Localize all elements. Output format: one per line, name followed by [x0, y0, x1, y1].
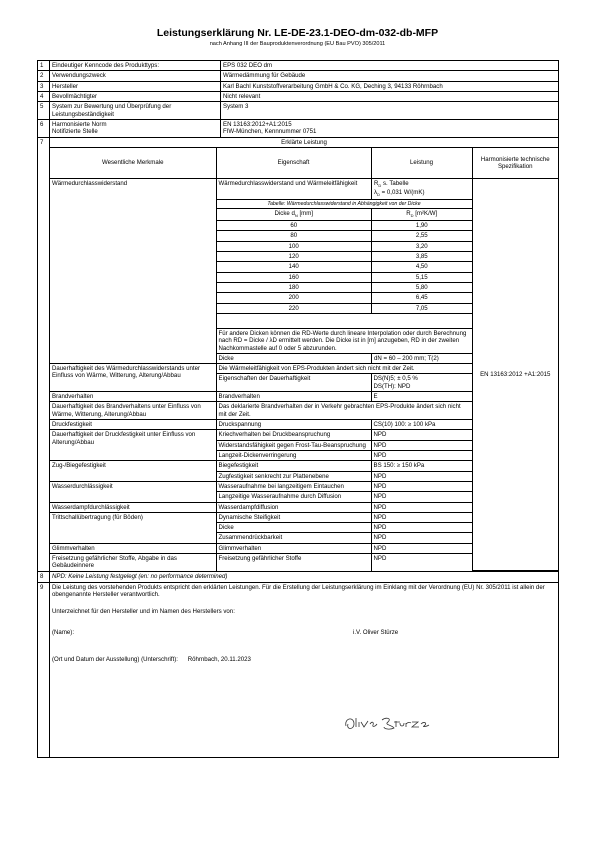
place-line	[52, 656, 251, 663]
place-value: Röhrnbach, 20.11.2023	[187, 655, 251, 663]
rd-rest: s. Tabelle	[383, 179, 409, 187]
merkmal: Trittschallübertragung (für Böden)	[50, 512, 216, 543]
note-row	[217, 328, 472, 353]
r-label: R	[406, 210, 411, 218]
thermal-detail	[216, 178, 472, 363]
thickness-value: 140	[217, 262, 372, 272]
thickness-value: 80	[217, 231, 372, 241]
eigenschaft: Kriechverhalten bei Druckbeanspruchung	[216, 430, 371, 440]
rd-value: 6,45	[372, 293, 472, 303]
merkmal: Freisetzung gefährlicher Stoffe, Abgabe in das Gebäudeinnere	[50, 554, 216, 571]
leistung: BS 150: ≥ 150 kPa	[371, 461, 472, 471]
performance-table	[50, 147, 558, 571]
place-label: (Ort und Datum der Ausstellung) (Unterschrift):	[52, 655, 178, 663]
merkmal: Wasserdampfdurchlässigkeit	[50, 502, 216, 512]
performance-header-row	[50, 147, 558, 178]
name-value: i.V. Oliver Stürze	[353, 628, 399, 636]
thickness-row	[217, 231, 472, 241]
leistung: NPD	[371, 543, 472, 553]
caption-row	[217, 199, 472, 208]
leistung: NPD	[371, 440, 472, 450]
row-label: Eindeutiger Kenncode des Produkttyps:	[50, 61, 221, 71]
merkmal: Wasserdurchlässigkeit	[50, 481, 216, 502]
thickness-value: 60	[217, 221, 372, 231]
notified-body-value: FIW-München, Kennnummer 0751	[223, 128, 317, 136]
eigenschaft: Druckspannung	[216, 420, 371, 430]
thickness-table	[217, 221, 472, 314]
row-6	[38, 119, 559, 137]
row-1	[38, 61, 559, 71]
rd-value: 1,90	[372, 221, 472, 231]
leistung: NPD	[371, 554, 472, 571]
r-unit: [m²K/W]	[415, 210, 438, 218]
leistung: NPD	[371, 492, 472, 502]
thick-label: Dicke d	[274, 210, 295, 218]
thickness-row	[217, 241, 472, 251]
thickness-row	[217, 293, 472, 303]
col-leistung: Leistung	[371, 147, 472, 178]
interpolation-note: Für andere Dicken können die RD-Werte durch lineare Interpolation oder durch Berechnung nach RD = Dicke / λD ermittelt werden. Die Dicke ist in [m] anzugeben, RD in der zweiten Nachkommastelle auf 0 oder 5 abzurunden.	[217, 328, 472, 353]
row-label: Bevollmächtigter	[50, 91, 221, 101]
signature-image	[342, 712, 432, 734]
eigenschaft: Glimmverhalten	[216, 543, 371, 553]
merkmal: Dauerhaftigkeit des Wärmedurchlasswiderstands unter Einfluss von Wärme, Witterung, Alterung/Abbau	[50, 364, 216, 392]
norm-value: EN 13163:2012+A1:2015	[223, 120, 292, 128]
eigenschaft: Widerstandsfähigkeit gegen Frost-Tau-Beanspruchung	[216, 440, 371, 450]
row-number: 8	[38, 572, 50, 582]
thick-unit: [mm]	[299, 210, 313, 218]
row-number: 7	[38, 137, 50, 572]
row-number: 9	[38, 582, 50, 757]
rd-value: 5,80	[372, 282, 472, 292]
row-number: 6	[38, 119, 50, 137]
row-value: Wärmedämmung für Gebäude	[221, 71, 559, 81]
durability-text: Die Wärmeleitfähigkeit von EPS-Produkten ändert sich nicht mit der Zeit.	[216, 364, 472, 374]
declaration-cell	[50, 582, 559, 757]
row-label: Verwendungszweck	[50, 71, 221, 81]
thermal-main-row	[217, 179, 472, 200]
npd-note: NPD: Keine Leistung festgelegt (en: no performance determined)	[50, 572, 559, 582]
signed-for-text: Unterzeichnet für den Hersteller und im Namen des Herstellers von:	[52, 608, 235, 616]
row-9	[38, 582, 559, 757]
row-number: 2	[38, 71, 50, 81]
rd-symbol: R	[374, 179, 379, 187]
eigenschaft: Dynamische Steifigkeit	[216, 512, 371, 522]
notified-body-label: Notifizierte Stelle	[52, 128, 98, 136]
row-label: Hersteller	[50, 81, 221, 91]
document-subtitle: nach Anhang III der Bauproduktenverordnung (EU Bau PVO) 305/2011	[209, 41, 386, 47]
row-value: System 3	[221, 102, 559, 120]
spacer-row	[217, 313, 472, 328]
lambda-rest: = 0,031 W/(mK)	[381, 188, 425, 196]
row-label: System zur Bewertung und Überprüfung der Leistungsbeständigkeit	[50, 102, 221, 120]
thickness-row	[217, 262, 472, 272]
performance-cell	[50, 137, 559, 572]
eigenschaft: Langzeitige Wasseraufnahme durch Diffusion	[216, 492, 371, 502]
thickness-row	[217, 252, 472, 262]
leistung: CS(10) 100: ≥ 100 kPa	[371, 420, 472, 430]
eigenschaft: Biegefestigkeit	[216, 461, 371, 471]
lambda-symbol: λ	[374, 188, 378, 196]
thickness-value: 160	[217, 272, 372, 282]
table-caption: Tabelle: Wärmedurchlasswiderstand in Abhängigkeit von der Dicke	[217, 199, 472, 208]
row-7	[38, 137, 559, 572]
eigenschaft: Eigenschaften der Dauerhaftigkeit	[216, 374, 371, 392]
merkmal: Dauerhaftigkeit des Brandverhaltens unter Einfluss von Wärme, Witterung, Alterung/Abbau	[50, 402, 216, 420]
eigenschaft: Dicke	[217, 353, 372, 363]
rd-value: 4,50	[372, 262, 472, 272]
thermal-inner	[217, 179, 472, 363]
thickness-row	[217, 282, 472, 292]
row-number: 3	[38, 81, 50, 91]
leistung: E	[371, 392, 472, 402]
thickness-value: 100	[217, 241, 372, 251]
thickness-value: 180	[217, 282, 372, 292]
rd-value: 3,85	[372, 252, 472, 262]
r-sub: D	[410, 213, 414, 219]
norm-label: Harmonisierte Norm	[52, 120, 107, 128]
thickness-value: 120	[217, 252, 372, 262]
eigenschaft: Dicke	[216, 523, 371, 533]
col-merkmal: Wesentliche Merkmale	[50, 147, 216, 178]
merkmal: Dauerhaftigkeit der Druckfestigkeit unter Einfluss von Alterung/Abbau	[50, 430, 216, 461]
eigenschaft: Zusammendrückbarkeit	[216, 533, 371, 543]
leistung: dN = 60 – 200 mm; T(2)	[372, 353, 472, 363]
eigenschaft: Wärmedurchlasswiderstand und Wärmeleitfähigkeit	[217, 179, 372, 200]
rd-value: 5,15	[372, 272, 472, 282]
spacer	[217, 313, 472, 328]
row-value: EPS 032 DEO dm	[221, 61, 559, 71]
name-label: (Name):	[52, 628, 75, 636]
leistung: NPD	[371, 523, 472, 533]
eigenschaft: Wasseraufnahme bei langzeitigem Eintauchen	[216, 481, 371, 491]
spec-value: EN 13163:2012 +A1:2015	[472, 178, 558, 570]
col-eigenschaft: Eigenschaft	[216, 147, 371, 178]
thickness-value: 200	[217, 293, 372, 303]
row-value	[221, 119, 559, 137]
thickness-row	[217, 272, 472, 282]
thickness-header-row	[217, 209, 472, 221]
merkmal: Wärmedurchlasswiderstand	[50, 178, 216, 363]
rd-value: 3,20	[372, 241, 472, 251]
thickness-value: 220	[217, 303, 372, 313]
declaration-text: Die Leistung des vorstehenden Produkts entspricht den erklärten Leistungen. Für die Erstellung der Leistungserklärung im Einklang mit der Verordnung (EU) Nr. 305/2011 ist allein der obengenannte Hersteller verantwortlich.	[52, 583, 545, 598]
leistung: NPD	[371, 512, 472, 522]
row-4	[38, 91, 559, 101]
merkmal: Zug-/Biegefestigkeit	[50, 461, 216, 482]
row-5	[38, 102, 559, 120]
merkmal: Druckfestigkeit	[50, 420, 216, 430]
rd-value	[374, 180, 470, 189]
dicke-row	[217, 353, 472, 363]
eigenschaft: Freisetzung gefährlicher Stoffe	[216, 554, 371, 571]
declaration-table	[37, 60, 559, 758]
col-spec: Harmonisierte technische Spezifikation	[472, 147, 558, 178]
row-value: Karl Bachl Kunststoffverarbeitung GmbH & Co. KG, Deching 3, 94133 Röhrnbach	[221, 81, 559, 91]
eigenschaft: Langzeit-Dickenverringerung	[216, 450, 371, 460]
lambda-value	[374, 189, 470, 198]
brand-dur-text: Das deklarierte Brandverhalten der in Verkehr gebrachten EPS-Produkte ändert sich nicht mit der Zeit.	[216, 402, 472, 420]
row-3	[38, 81, 559, 91]
row-2	[38, 71, 559, 81]
rd-value: 7,05	[372, 303, 472, 313]
document-title: Leistungserklärung Nr. LE-DE-23.1-DEO-dm-032-db-MFP	[156, 27, 439, 39]
leistung: NPD	[371, 533, 472, 543]
performance-heading: Erklärte Leistung	[281, 138, 327, 146]
leistung: DS(N)5; ± 0,5 % DS(TH): NPD	[371, 374, 472, 392]
row-value: Nicht relevant	[221, 91, 559, 101]
leistung: NPD	[371, 430, 472, 440]
eigenschaft: Zugfestigkeit senkrecht zur Plattenebene	[216, 471, 371, 481]
rd-header	[372, 209, 472, 221]
thickness-header	[217, 209, 372, 221]
row-number: 5	[38, 102, 50, 120]
row-number: 1	[38, 61, 50, 71]
thermal-row	[50, 178, 558, 363]
eigenschaft: Brandverhalten	[216, 392, 371, 402]
rd-sub: D	[378, 183, 382, 189]
lambda-sub: D	[377, 192, 380, 198]
leistung: NPD	[371, 450, 472, 460]
leistung: NPD	[371, 471, 472, 481]
row-8	[38, 572, 559, 582]
row-label	[50, 119, 221, 137]
thickness-row	[217, 303, 472, 313]
leistung: NPD	[371, 502, 472, 512]
eigenschaft: Wasserdampfdiffusion	[216, 502, 371, 512]
leistung	[372, 179, 472, 200]
thickness-row	[217, 221, 472, 231]
merkmal: Glimmverhalten	[50, 543, 216, 553]
thick-sub: N	[294, 213, 298, 219]
leistung: NPD	[371, 481, 472, 491]
row-number: 4	[38, 91, 50, 101]
rd-value: 2,55	[372, 231, 472, 241]
merkmal: Brandverhalten	[50, 392, 216, 402]
